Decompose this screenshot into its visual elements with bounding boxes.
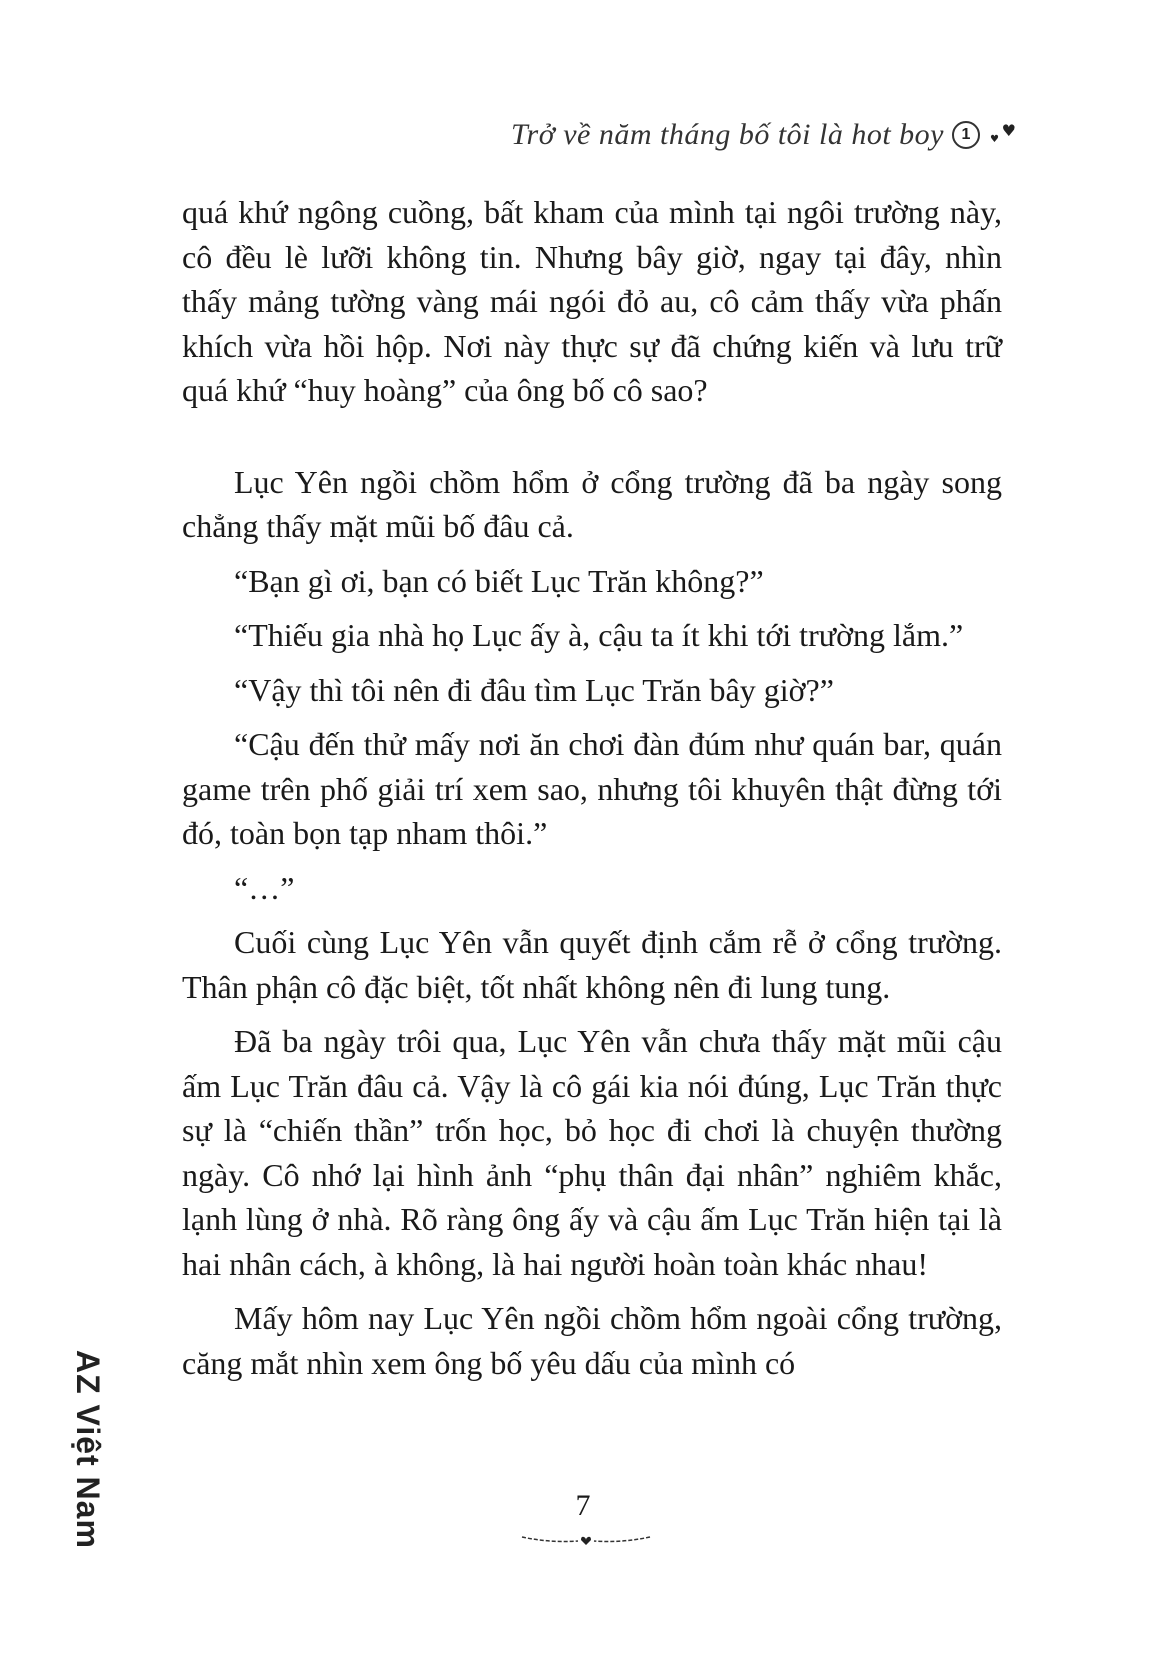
paragraph: quá khứ ngông cuồng, bất kham của mình tại ngôi trường này, cô đều lè lưỡi không tin. Nhưng bây giờ, ngay tại đây, nhìn thấy mảng tường vàng mái ngói đỏ au, cô cảm thấy vừa phấn khích vừa hồi hộp. Nơi này thực sự đã chứng kiến và lưu trữ quá khứ “huy hoàng” của ông bố cô sao? [182,194,1002,408]
hearts-icon: ♥ ♥ [990,121,1016,145]
footer-divider-icon [520,1533,652,1547]
paragraph: Mấy hôm nay Lục Yên ngồi chồm hổm ngoài cổng trường, căng mắt nhìn xem ông bố yêu dấu của mình có [182,1300,1002,1381]
running-header [511,118,1016,152]
volume-badge: 1 [952,121,980,149]
dialogue-line: “…” [234,869,295,906]
dialogue-line: “Vậy thì tôi nên đi đâu tìm Lục Trăn bây giờ?” [234,671,834,708]
publisher-logo-text: AZ Việt Nam [70,1350,106,1549]
dialogue-line: “Bạn gì ơi, bạn có biết Lục Trăn không?” [234,562,764,599]
dialogue-line: “Cậu đến thử mấy nơi ăn chơi đàn đúm như quán bar, quán game trên phố giải trí xem sao, nhưng tôi khuyên thật đừng tới đó, toàn bọn tạp nham thôi.” [182,726,1002,851]
paragraph: Lục Yên ngồi chồm hổm ở cổng trường đã ba ngày song chẳng thấy mặt mũi bố đâu cả. [182,463,1002,544]
publisher-logo [70,1350,146,1549]
page-number: 7 [575,1489,591,1522]
book-title: Trở về năm tháng bố tôi là hot boy [510,118,944,151]
paragraph: Đã ba ngày trôi qua, Lục Yên vẫn chưa thấy mặt mũi cậu ấm Lục Trăn đâu cả. Vậy là cô gái kia nói đúng, Lục Trăn thực sự là “chiến thần” trốn học, bỏ học đi chơi là chuyện thường ngày. Cô nhớ lại hình ảnh “phụ thân đại nhân” nghiêm khắc, lạnh lùng ở nhà. Rõ ràng ông ấy và cậu ấm Lục Trăn hiện tại là hai nhân cách, à không, là hai người hoàn toàn khác nhau! [182,1023,1002,1282]
paragraph: Cuối cùng Lục Yên vẫn quyết định cắm rễ ở cổng trường. Thân phận cô đặc biệt, tốt nhất không nên đi lung tung. [182,924,1002,1005]
page-body [182,190,1002,1385]
dialogue-line: “Thiếu gia nhà họ Lục ấy à, cậu ta ít khi tới trường lắm.” [234,617,964,653]
